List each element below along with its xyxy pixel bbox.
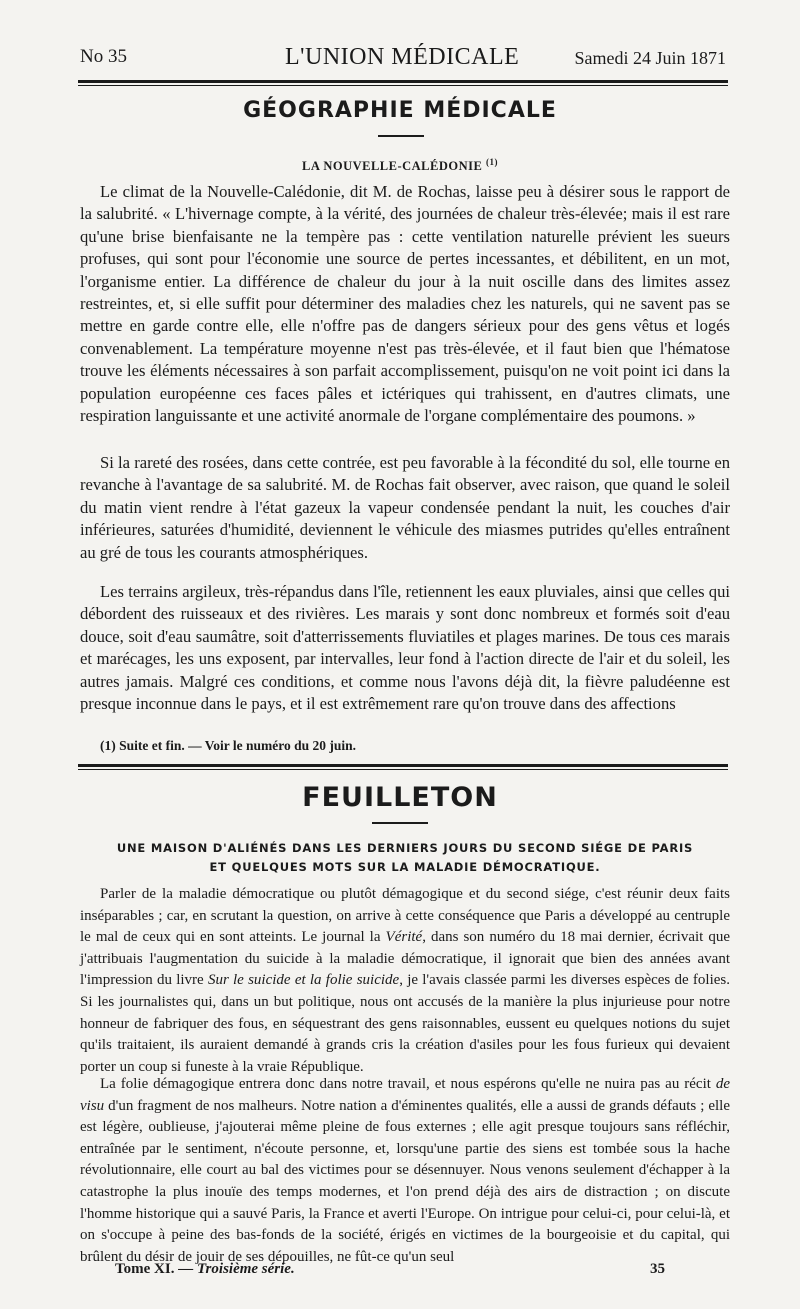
issue-number: No 35 [80, 46, 127, 67]
article-section-title: GÉOGRAPHIE MÉDICALE [243, 98, 557, 123]
page-header [80, 44, 726, 74]
article-paragraph-2: Si la rareté des rosées, dans cette contrée, est peu favorable à la fécondité du sol, elle tourne en revanche à l'avantage de sa salubrité. M. de Rochas fait observer, avec raison, que quand le soleil du matin vient rendre à l'état gazeux la vapeur condensée pendant la nuit, les couches d'air inférieures, saturées d'humidité, deviennent le véhicule des miasmes putrides qu'elles entraînent au gré de tous les courants atmosphériques. [80, 453, 730, 562]
article-subtitle [0, 157, 800, 174]
feuilleton-subtitle-1: UNE MAISON D'ALIÉNÉS DANS LES DERNIERS JOURS DU SECOND SIÉGE DE PARIS [116, 841, 694, 855]
feuilleton-paragraph-1: Parler de la maladie démocratique ou plutôt démagogique et du second siége, c'est réunir deux faits inséparables ; car, en scrutant la question, on arrive à cette conséquence que Paris a développé au centruple le mal de ceux qui en sont atteints. Le journal la Vérité, dans son numéro du 18 mai dernier, écrivait que j'attribuais l'augmentation du suicide à la maladie démocratique, il ignorait que bien des années avant l'impression du livre Sur le suicide et la folie suicide, je l'avais classée parmi les diverses espèces de folies. Si les journalistes qui, dans un but politique, nous ont accusés de la manière la plus injurieuse pour notre honneur de fabriquer des fous, en séquestrant des gens raisonnables, eussent eu quelques notions du sujet qu'ils traitaient, ils auraient demandé à grands cris la création d'asiles pour les fous furieux qui devaient porter un coup si funeste à la vraie République. [80, 886, 730, 1075]
journal-title: L'UNION MÉDICALE [285, 44, 520, 70]
article-paragraph-3: Les terrains argileux, très-répandus dans l'île, retiennent les eaux pluviales, ainsi que celles qui débordent des ruisseaux et des rivières. Les marais y sont donc nombreux et formés soit d'eau douce, soit d'eau saumâtre, soit d'atterrissements fluviatiles et plages marines. De tous ces marais et marécages, les uns exposent, par intervalles, leur fond à l'action directe de l'air et du soleil, les autres jamais. Malgré ces conditions, et comme nous l'avons déjà dit, la fièvre paludéenne est presque inconnue dans le pays, et il est extrêmement rare qu'on trouve dans des affections [80, 582, 730, 714]
title-underline [378, 135, 424, 137]
feuilleton-rule [78, 764, 728, 767]
article-footnote: (1) Suite et fin. — Voir le numéro du 20 juin. [100, 738, 357, 753]
article-subtitle-text: LA NOUVELLE-CALÉDONIE [302, 159, 483, 174]
page-footer [115, 1261, 665, 1283]
issue-date: Samedi 24 Juin 1871 [574, 48, 726, 68]
feuilleton-underline [372, 822, 428, 824]
footer-page-number: 35 [650, 1261, 665, 1277]
feuilleton-subtitle-2: ET QUELQUES MOTS SUR LA MALADIE DÉMOCRATIQUE. [209, 860, 601, 874]
journal-name-italic: Vérité [385, 929, 423, 946]
footer-series: — Troisième série. [178, 1261, 295, 1277]
header-rule [78, 80, 728, 83]
header-rule-thin [78, 85, 728, 86]
feuilleton-paragraph-2: La folie démagogique entrera donc dans notre travail, et nous espérons qu'elle ne nuira pas au récit de visu d'un fragment de nos malheurs. Notre nation a d'éminentes qualités, elle a aussi de grands défauts ; elle est légère, oublieuse, j'ajouterai même pleine de fous externes ; elle agit presque toujours sans réfléchir, entraînée par le sentiment, n'écoute personne, et, lorsqu'une partie des siens est tombée sous la hache révolutionnaire, elle court au bal des victimes pour se désennuyer. Nous venons seulement d'échapper à la catastrophe la plus inouïe des temps modernes, et l'on prend déjà des airs de distraction ; on discute l'homme historique qui a sauvé Paris, la France et averti l'Europe. On intrigue pour celui-ci, pour celui-là, et on s'occupe à peine des bas-fonds de la société, érigés en victimes de la bourgeoisie et du capital, qui brûlent du désir de jouir de ses dépouilles, ne fût-ce qu'un seul [80, 1076, 730, 1265]
book-title-italic: Sur le suicide et la folie suicide [207, 972, 400, 989]
footer-volume: Tome XI. — Troisième série. [115, 1261, 295, 1277]
latin-phrase-italic: de visu [80, 1076, 730, 1114]
feuilleton-title: FEUILLETON [302, 782, 498, 813]
feuilleton-rule-thin [78, 769, 728, 770]
article-paragraph-1: Le climat de la Nouvelle-Calédonie, dit M. de Rochas, laisse peu à désirer sous le rapport de la salubrité. « L'hivernage compte, à la vérité, des journées de chaleur très-élevée; mais il est rare qu'une brise bienfaisante ne la tempère pas : cette ventilation naturelle prévient les sueurs profuses, qui sont pour l'économie une source de pertes incessantes, et débilitent, en un mot, l'organisme entier. La différence de chaleur du jour à la nuit oscille dans des limites assez restreintes, et, si elle suffit pour déterminer des maladies chez les naturels, qui ne savent pas se mettre en garde contre elle, elle n'offre pas de dangers sérieux pour des gens vêtus et logés convenablement. La température moyenne n'est pas très-élevée, et il faut bien que l'hématose trouve les éléments nécessaires à son parfait accomplissement, puisqu'on ne voit point ici dans la population européenne ces faces pâles et ictériques qui trahissent, en d'autres climats, une respiration languissante et une activité anormale de l'organe complémentaire des poumons. » [80, 182, 730, 426]
footnote-marker: (1) [485, 157, 498, 167]
